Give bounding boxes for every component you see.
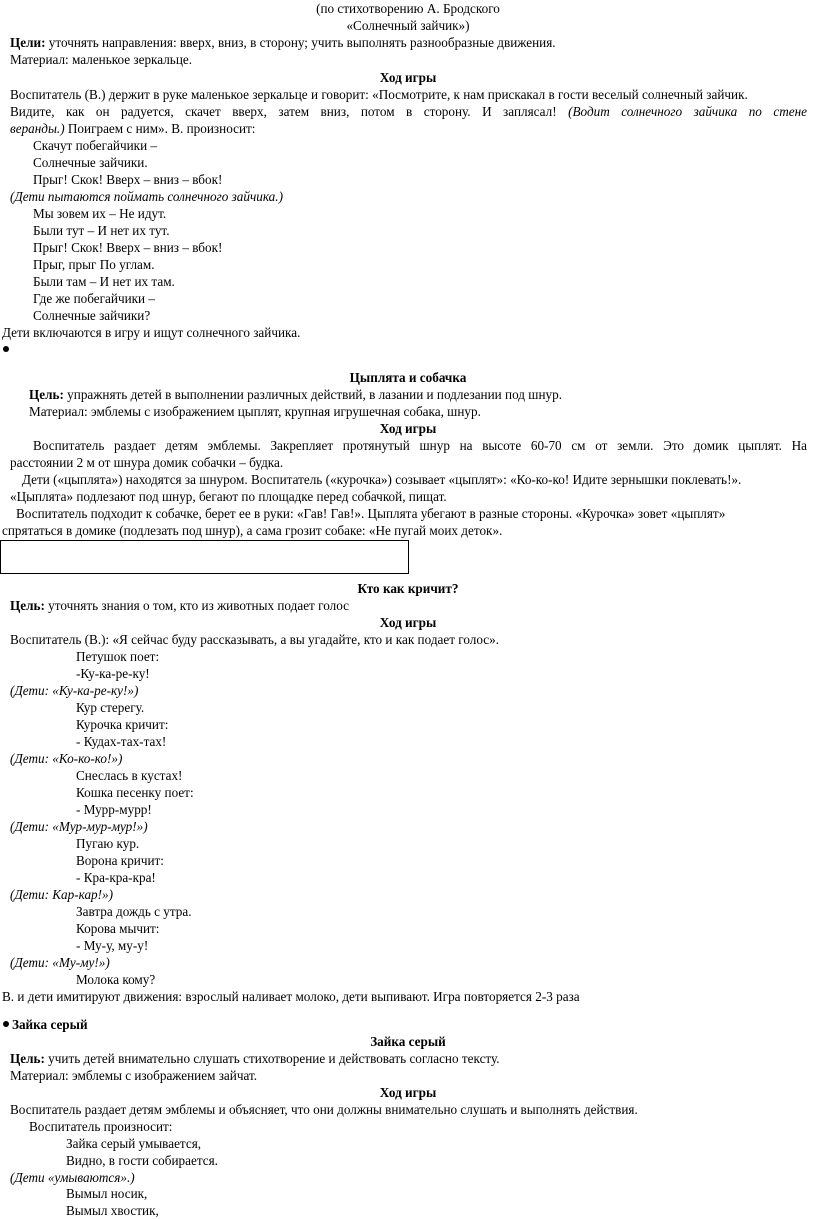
section-title: Кто как кричит?: [357, 581, 459, 596]
verse-line: Мы зовем их – Не идут.: [33, 206, 167, 221]
children-note: (Дети: Кар-кар!»): [10, 887, 114, 902]
verse-line: Завтра дождь с утра.: [76, 904, 192, 919]
goal-text: уточнять направления: вверх, вниз, в сторону; учить выполнять разнообразные движения.: [45, 35, 556, 50]
goal-line: Цель: учить детей внимательно слушать стихотворение и действовать согласно тексту.: [10, 1051, 500, 1066]
verse-line: Корова мычит:: [76, 921, 160, 936]
section-title: Цыплята и собачка: [349, 370, 467, 385]
verse-line: Где же побегайчики –: [33, 291, 155, 306]
verse-line: Были тут – И нет их тут.: [33, 223, 170, 238]
paragraph-line: Видите, как он радуется, скачет вверх, затем вниз, потом в сторону. И заплясал! (Водит солнечного зайчика по стене: [10, 104, 807, 119]
subtitle-line-2: «Солнечный зайчик»): [346, 18, 470, 33]
children-note: (Дети: «Ко-ко-ко!»): [10, 751, 123, 766]
paragraph-line: расстоянии 2 м от шнура домик собачки – будка.: [10, 455, 284, 470]
verse-line: Прыг! Скок! Вверх – вниз – вбок!: [33, 172, 223, 187]
verse-line: Солнечные зайчики?: [33, 308, 151, 323]
course-heading: Ход игры: [379, 1085, 437, 1100]
closing-line: Дети включаются в игру и ищут солнечного зайчика.: [2, 325, 301, 340]
paragraph-line: Воспитатель раздает детям эмблемы и объясняет, что они должны внимательно слушать и выполнять действия.: [10, 1102, 638, 1117]
goal-line: Цель: упражнять детей в выполнении различных действий, в лазании и подлезании под шнур.: [29, 387, 562, 402]
verse-line: Петушок поет:: [76, 649, 160, 664]
bullet-icon: [3, 346, 9, 352]
paragraph-line: Воспитатель произносит:: [29, 1119, 173, 1134]
children-note: (Дети: «Му-му!»): [10, 955, 110, 970]
paragraph-line: веранды.) Поиграем с ним». В. произносит:: [10, 121, 256, 136]
section-title: Зайка серый: [370, 1034, 446, 1049]
closing-line: В. и дети имитируют движения: взрослый наливает молоко, дети выпивают. Игра повторяется 2-3 раза: [2, 989, 580, 1004]
verse-line: Были там – И нет их там.: [33, 274, 175, 289]
bullet-icon: [3, 1021, 9, 1027]
material-line: Материал: маленькое зеркальце.: [10, 52, 193, 67]
course-heading: Ход игры: [379, 421, 437, 436]
goal-label: Цели:: [10, 35, 46, 50]
verse-line: - Му-у, му-у!: [76, 938, 149, 953]
verse-line: Вымыл носик,: [66, 1186, 148, 1201]
verse-line: -Ку-ка-ре-ку!: [76, 666, 150, 681]
verse-line: Зайка серый умывается,: [66, 1136, 202, 1151]
verse-line: - Кра-кра-кра!: [76, 870, 156, 885]
course-heading: Ход игры: [379, 615, 437, 630]
paragraph-line: «Цыплята» подлезают под шнур, бегают по площадке перед собачкой, пищат.: [10, 489, 447, 504]
children-note: (Дети пытаются поймать солнечного зайчика.): [10, 189, 283, 204]
material-line: Материал: эмблемы с изображением цыплят, крупная игрушечная собака, шнур.: [29, 404, 481, 419]
paragraph-line: Воспитатель раздает детям эмблемы. Закрепляет протянутый шнур на высоте 60-70 см от земли. Это домик цыплят. На: [33, 438, 807, 453]
goal-line: [10, 34, 556, 51]
empty-frame: [0, 540, 409, 574]
verse-line: - Кудах-тах-тах!: [76, 734, 167, 749]
material-line: Материал: эмблемы с изображением зайчат.: [10, 1068, 258, 1083]
course-heading: Ход игры: [379, 70, 437, 85]
children-note: (Дети: «Ку-ка-ре-ку!»): [10, 683, 139, 698]
verse-line: Прыг, прыг По углам.: [33, 257, 155, 272]
children-note: (Дети: «Мур-мур-мур!»): [10, 819, 148, 834]
paragraph-line: Воспитатель (В.) держит в руке маленькое зеркальце и говорит: «Посмотрите, к нам прискакал в гости веселый солнечный зайчик.: [10, 87, 748, 102]
verse-line: Пугаю кур.: [76, 836, 140, 851]
verse-line: Прыг! Скок! Вверх – вниз – вбок!: [33, 240, 223, 255]
paragraph-line: Воспитатель (В.): «Я сейчас буду рассказывать, а вы угадайте, кто и как подает голос».: [10, 632, 500, 647]
verse-line: Вымыл хвостик,: [66, 1203, 159, 1218]
verse-line: - Мурр-мурр!: [76, 802, 152, 817]
bullet-title: Зайка серый: [12, 1017, 88, 1032]
verse-line: Кур стерегу.: [76, 700, 145, 715]
verse-line: Снеслась в кустах!: [76, 768, 183, 783]
verse-line: Молока кому?: [76, 972, 156, 987]
goal-line: Цель: уточнять знания о том, кто из животных подает голос: [10, 598, 349, 613]
verse-line: Курочка кричит:: [76, 717, 169, 732]
paragraph-line: Воспитатель подходит к собачке, берет ее в руки: «Гав! Гав!». Цыплята убегают в разные стороны. «Курочка» зовет «цыплят»: [16, 506, 726, 521]
verse-line: Скачут побегайчики –: [33, 138, 158, 153]
verse-line: Видно, в гости собирается.: [66, 1153, 218, 1168]
verse-line: Ворона кричит:: [76, 853, 164, 868]
subtitle-line-1: (по стихотворению А. Бродского: [316, 1, 500, 16]
paragraph-line: Дети («цыплята») находятся за шнуром. Воспитатель («курочка») созывает «цыплят»: «Ко-ко-ко! Идите зернышки поклевать!».: [22, 472, 742, 487]
paragraph-line: спрятаться в домике (подлезать под шнур), а сама грозит собаке: «Не пугай моих деток».: [2, 523, 503, 538]
children-note: (Дети «умываются».): [10, 1170, 135, 1185]
verse-line: Солнечные зайчики.: [33, 155, 148, 170]
verse-line: Кошка песенку поет:: [76, 785, 194, 800]
